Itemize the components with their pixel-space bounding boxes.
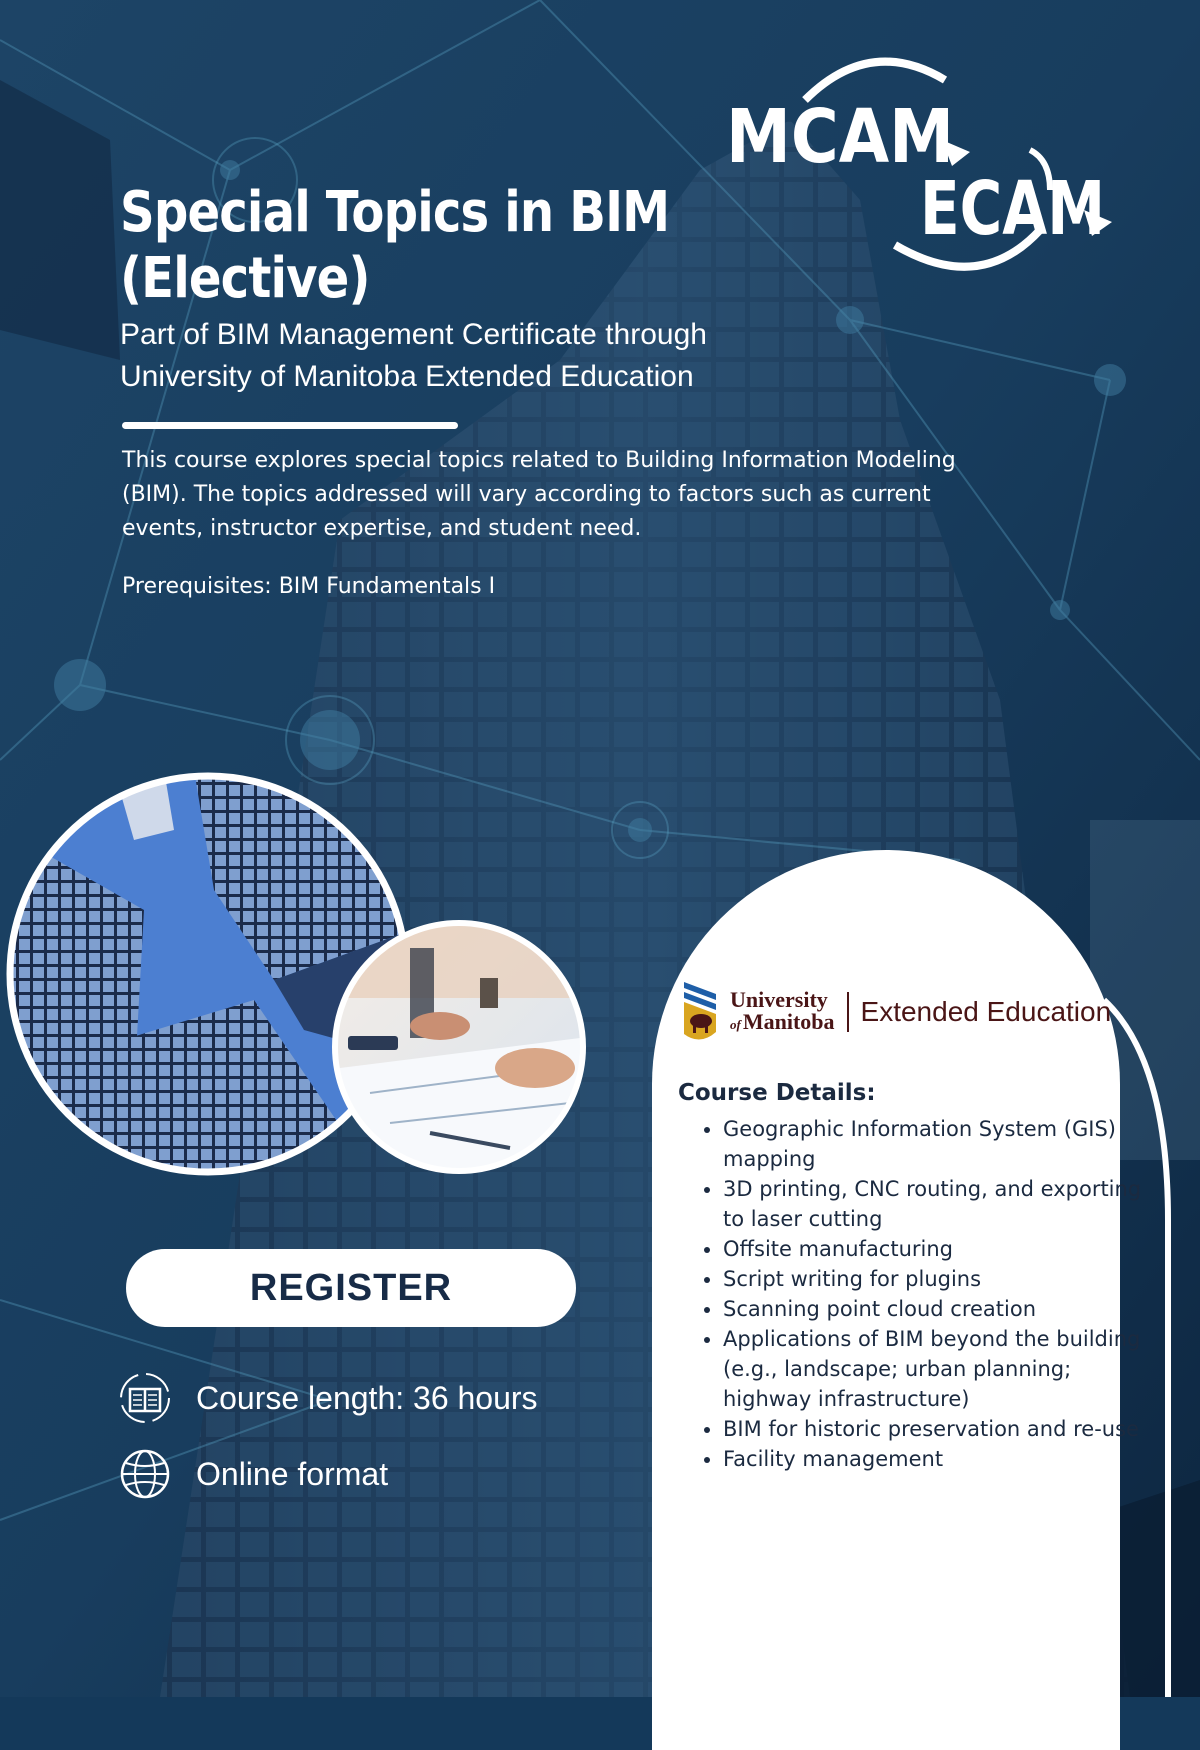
- course-length-row: [118, 1371, 538, 1425]
- list-item: • Offsite manufacturing: [723, 1234, 1153, 1264]
- university-name-line-1: University: [730, 986, 828, 1012]
- register-button[interactable]: REGISTER: [126, 1249, 576, 1327]
- list-item: • BIM for historic preservation and re-use: [723, 1414, 1153, 1444]
- list-item: • Facility management: [723, 1444, 1153, 1474]
- course-details-heading: Course Details:: [678, 1080, 876, 1106]
- list-item: • Script writing for plugins: [723, 1264, 1153, 1294]
- globe-icon: [118, 1447, 172, 1501]
- course-format-row: [118, 1447, 388, 1501]
- course-description: This course explores special topics related to Building Information Modeling (BIM). The topics addressed will vary according to factors such as current events, instructor expertise, and student need.: [122, 448, 956, 541]
- prerequisites-text: Prerequisites: BIM Fundamentals I: [122, 574, 496, 599]
- university-name-line-2: ofManitoba: [730, 1008, 835, 1034]
- logo-separator: [847, 992, 849, 1032]
- list-item: • Geographic Information System (GIS) mapping: [723, 1114, 1153, 1174]
- course-details-list: [678, 1114, 1153, 1474]
- subtitle-line-2: University of Manitoba Extended Education: [120, 360, 694, 393]
- course-length-text: Course length: 36 hours: [196, 1379, 538, 1416]
- subtitle: [120, 314, 880, 398]
- subtitle-line-1: Part of BIM Management Certificate through: [120, 318, 707, 351]
- book-icon: [118, 1371, 172, 1425]
- list-item: • Applications of BIM beyond the building (e.g., landscape; urban planning; highway infrastructure): [723, 1324, 1153, 1414]
- list-item: • Scanning point cloud creation: [723, 1294, 1153, 1324]
- title-divider: [122, 422, 458, 429]
- course-format-text: Online format: [196, 1455, 389, 1492]
- title-line-2: (Elective): [120, 246, 370, 311]
- bison-shield-icon: [680, 978, 720, 1046]
- extended-education-label: Extended Education: [860, 996, 1112, 1027]
- mcam-ecam-logo: [720, 40, 1150, 280]
- blueprint-desk-photo: [330, 918, 588, 1176]
- university-of-manitoba-logo: [680, 978, 1111, 1046]
- svg-text:ECAM: ECAM: [920, 166, 1105, 252]
- title-line-1: Special Topics in BIM: [120, 180, 670, 245]
- page-title: [120, 180, 670, 312]
- svg-text:MCAM: MCAM: [726, 94, 954, 180]
- list-item: • 3D printing, CNC routing, and exporting to laser cutting: [723, 1174, 1153, 1234]
